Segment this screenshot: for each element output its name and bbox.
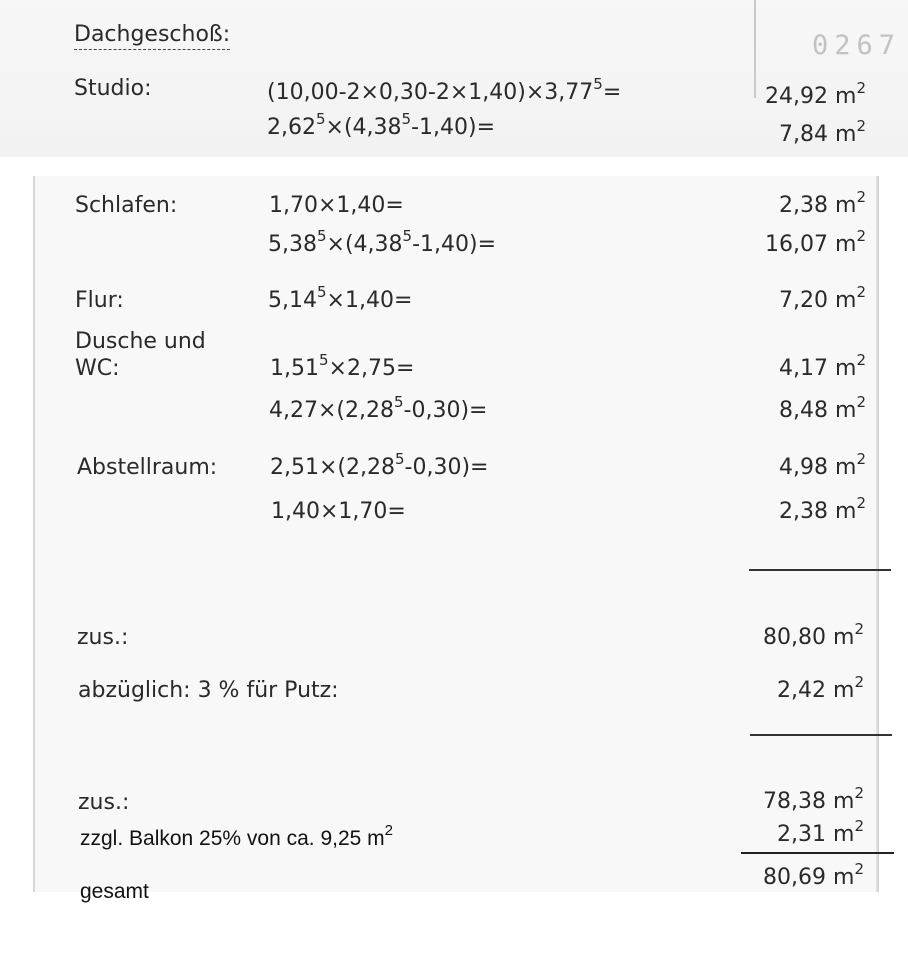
area-wc-1: 4,17 $m^2$ [779, 350, 866, 381]
room-name-abstellraum: Abstellraum: [77, 455, 218, 480]
formula-abstellraum-2: 1,40×1,70= [271, 499, 406, 524]
balcony-area: 2,31 $m^2$ [777, 816, 864, 847]
room-name-wc: WC: [75, 356, 120, 381]
area-abstellraum-1: 4,98 $m^2$ [779, 449, 866, 480]
formula-studio-2: $2,62^5\times(4,38^5-1,40)=$ [267, 109, 496, 140]
scan-edge-left [33, 176, 35, 892]
deduction-area: 2,42 $m^2$ [777, 672, 864, 703]
subtotal-area-1: 80,80 $m^2$ [763, 619, 864, 650]
formula-abstellraum-1: $2,51\times(2,28^5-0,30)=$ [270, 449, 489, 480]
area-schlafen-2: 16,07 $m^2$ [765, 226, 866, 257]
total-label: gesamt [80, 880, 149, 903]
area-flur-1: 7,20 $m^2$ [779, 282, 866, 313]
sum-rule-2 [750, 734, 892, 736]
formula-schlafen-1: 1,70×1,40= [269, 193, 404, 218]
total-area: 80,69 $m^2$ [763, 859, 864, 890]
subtotal-label-1: zus.: [77, 625, 129, 650]
scan-divider-line [754, 0, 756, 98]
room-name-flur: Flur: [75, 288, 124, 313]
room-name-dusche-line1: Dusche und [75, 329, 206, 354]
subtotal-area-2: 78,38 $m^2$ [763, 783, 864, 814]
section-heading: Dachgeschoß: [74, 22, 230, 50]
subtotal-label-2: zus.: [78, 790, 130, 815]
formula-wc-2: $4,27\times(2,28^5-0,30)=$ [269, 392, 488, 423]
formula-wc-1: $1,51^5\times 2,75=$ [270, 350, 415, 381]
scan-edge-right [876, 176, 879, 892]
room-name-schlafen: Schlafen: [75, 193, 178, 218]
document-number-stamp: 0267 [812, 30, 902, 61]
area-studio-2: 7,84 $m^2$ [779, 116, 866, 147]
room-name-studio: Studio: [74, 76, 152, 101]
area-wc-2: 8,48 $m^2$ [779, 392, 866, 423]
scan-strip-main [33, 176, 878, 892]
formula-flur-1: $5,14^5\times 1,40=$ [268, 282, 413, 313]
deduction-label: abzüglich: 3 % für Putz: [78, 678, 339, 703]
formula-schlafen-2: $5,38^5\times(4,38^5-1,40)=$ [268, 226, 497, 257]
sum-rule-1 [749, 569, 891, 571]
formula-studio-1: $(10,00-2\times 0,30-2\times 1,40)\times 3,77^5=$ [267, 74, 622, 105]
balcony-label: zzgl. Balkon 25% von ca. 9,25 $m^2$ [80, 822, 394, 850]
area-schlafen-1: 2,38 $m^2$ [779, 187, 866, 218]
area-studio-1: 24,92 $m^2$ [765, 78, 866, 109]
area-abstellraum-2: 2,38 $m^2$ [779, 493, 866, 524]
sum-rule-final [741, 852, 894, 854]
